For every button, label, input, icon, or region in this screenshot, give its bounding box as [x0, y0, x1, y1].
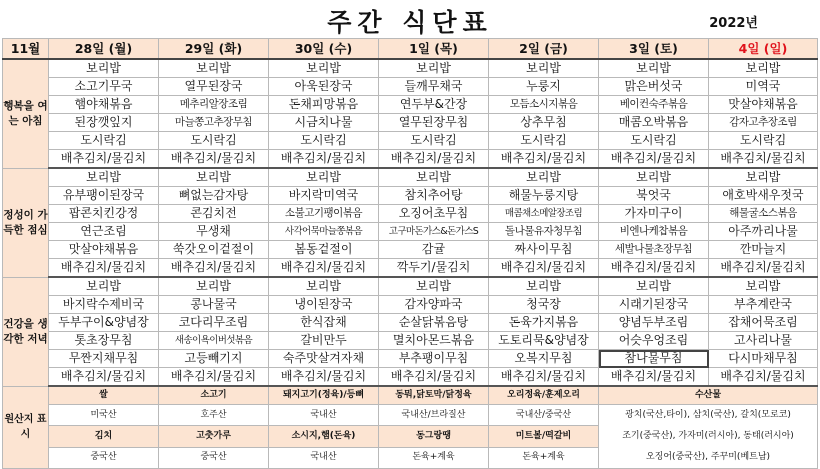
menu-cell: 순살닭볶음탕 [379, 314, 489, 332]
menu-cell: 보리밥 [599, 59, 709, 78]
menu-cell: 봄동겉절이 [269, 241, 379, 259]
menu-cell: 보리밥 [489, 277, 599, 296]
seafood-label: 수산물 [599, 386, 818, 405]
menu-cell: 숙주맛살겨자채 [269, 350, 379, 368]
menu-cell: 배추김치/물김치 [49, 259, 159, 278]
menu-cell: 미역국 [709, 78, 818, 96]
origin-value: 돈육+계육 [379, 447, 489, 468]
menu-cell: 짜사이무침 [489, 241, 599, 259]
menu-row [3, 241, 818, 259]
menu-cell: 보리밥 [49, 59, 159, 78]
menu-cell: 멸치아몬드볶음 [379, 332, 489, 350]
menu-cell: 배추김치/물김치 [489, 259, 599, 278]
origin-value: 호주산 [159, 405, 269, 426]
menu-cell: 도시락김 [599, 132, 709, 150]
menu-cell: 오복지무침 [489, 350, 599, 368]
menu-cell: 시금치나물 [269, 114, 379, 132]
menu-cell: 무생채 [159, 223, 269, 241]
menu-cell: 보리밥 [709, 59, 818, 78]
menu-cell: 갈비만두 [269, 332, 379, 350]
menu-cell: 비엔나케찹볶음 [599, 223, 709, 241]
menu-cell: 배추김치/물김치 [489, 150, 599, 169]
origin-item: 돼지고기(정육)/등뼈 [269, 386, 379, 405]
menu-cell: 뼈없는감자탕 [159, 187, 269, 205]
menu-cell: 보리밥 [269, 277, 379, 296]
menu-cell: 상추무침 [489, 114, 599, 132]
seafood-line: 오징어(중국산), 주꾸미(베트남) [645, 452, 771, 462]
menu-cell: 냉이된장국 [269, 296, 379, 314]
origin-value: 중국산 [159, 447, 269, 468]
origin-item: 소고기 [159, 386, 269, 405]
menu-cell: 한식잡채 [269, 314, 379, 332]
menu-row [3, 96, 818, 114]
menu-table [2, 38, 818, 469]
year-label: 2022년 [709, 16, 758, 31]
day-header: 2일 (금) [489, 39, 599, 60]
menu-cell: 도시락김 [709, 132, 818, 150]
menu-cell: 배추김치/물김치 [269, 150, 379, 169]
header-row [3, 39, 818, 60]
menu-row [3, 314, 818, 332]
menu-cell: 세발나물초장무침 [599, 241, 709, 259]
menu-cell: 소불고기팽이볶음 [269, 205, 379, 223]
title-bar [0, 0, 820, 38]
menu-row [3, 368, 818, 387]
menu-cell: 열무된장국 [159, 78, 269, 96]
menu-row [3, 277, 818, 296]
seafood-origins [599, 405, 818, 469]
menu-row [3, 296, 818, 314]
menu-cell: 배추김치/물김치 [159, 259, 269, 278]
menu-cell: 고사리나물 [709, 332, 818, 350]
menu-cell: 해물굴소스볶음 [709, 205, 818, 223]
menu-cell: 배추김치/물김치 [379, 150, 489, 169]
menu-cell: 연두부&간장 [379, 96, 489, 114]
menu-cell: 해물누룽지탕 [489, 187, 599, 205]
origin-item: 소시지,햄(돈육) [269, 426, 379, 447]
menu-cell: 유부팽이된장국 [49, 187, 159, 205]
origin-row [3, 386, 818, 405]
menu-cell: 청국장 [489, 296, 599, 314]
menu-cell: 보리밥 [599, 168, 709, 187]
menu-cell: 다시마채무침 [709, 350, 818, 368]
menu-cell: 감자양파국 [379, 296, 489, 314]
menu-cell: 햄야채볶음 [49, 96, 159, 114]
menu-cell: 배추김치/물김치 [159, 150, 269, 169]
menu-cell: 배추김치/물김치 [159, 368, 269, 387]
menu-cell: 팝콘치킨강정 [49, 205, 159, 223]
menu-cell: 고구마돈가스&돈가스S [379, 223, 489, 241]
origin-value: 중국산 [49, 447, 159, 468]
menu-cell: 북엇국 [599, 187, 709, 205]
menu-cell: 보리밥 [159, 277, 269, 296]
day-header: 30일 (수) [269, 39, 379, 60]
menu-cell: 열무된장무침 [379, 114, 489, 132]
menu-cell: 배추김치/물김치 [599, 368, 709, 387]
menu-cell: 배추김치/물김치 [599, 259, 709, 278]
menu-cell: 보리밥 [269, 59, 379, 78]
menu-cell: 양념두부조림 [599, 314, 709, 332]
origin-item: 미트볼/떡갈비 [489, 426, 599, 447]
menu-row [3, 150, 818, 169]
menu-cell: 감자고추장조림 [709, 114, 818, 132]
menu-row [3, 132, 818, 150]
menu-cell: 도토리묵&양념장 [489, 332, 599, 350]
day-header: 1일 (목) [379, 39, 489, 60]
menu-cell-selected[interactable]: 참나물무침 [599, 350, 709, 368]
menu-cell: 시래기된장국 [599, 296, 709, 314]
meal-label-lunch: 정성이 가득한 점심 [3, 168, 49, 277]
menu-cell: 도시락김 [379, 132, 489, 150]
menu-cell: 맛살야채볶음 [49, 241, 159, 259]
menu-cell: 도시락김 [269, 132, 379, 150]
menu-cell: 가자미구이 [599, 205, 709, 223]
menu-cell: 매콤오박볶음 [599, 114, 709, 132]
menu-cell: 보리밥 [489, 168, 599, 187]
menu-cell: 마늘쫑고추장무침 [159, 114, 269, 132]
menu-row [3, 168, 818, 187]
menu-cell: 들깨무채국 [379, 78, 489, 96]
menu-cell: 보리밥 [269, 168, 379, 187]
menu-cell: 바지락수제비국 [49, 296, 159, 314]
seafood-line: 광치(국산,타이), 삼치(국산), 갈치(모로코) [625, 410, 791, 420]
menu-cell: 콘김치전 [159, 205, 269, 223]
day-header-sunday: 4일 (일) [709, 39, 818, 60]
menu-cell: 보리밥 [49, 277, 159, 296]
origin-item: 고춧가루 [159, 426, 269, 447]
menu-cell: 메추리알장조림 [159, 96, 269, 114]
menu-cell: 무짠지채무침 [49, 350, 159, 368]
origin-value: 국내산 [269, 447, 379, 468]
origin-item: 김치 [49, 426, 159, 447]
menu-cell: 소고기무국 [49, 78, 159, 96]
origin-value: 돈육+계육 [489, 447, 599, 468]
menu-cell: 배추김치/물김치 [49, 150, 159, 169]
menu-cell: 돌나물유자청무침 [489, 223, 599, 241]
menu-row [3, 114, 818, 132]
menu-cell: 고등빼기지 [159, 350, 269, 368]
menu-row [3, 187, 818, 205]
origin-value: 국내산 [269, 405, 379, 426]
origin-value: 미국산 [49, 405, 159, 426]
menu-cell: 쑥갓오이겉절이 [159, 241, 269, 259]
menu-cell: 배추김치/물김치 [49, 368, 159, 387]
menu-cell: 맛살야채볶음 [709, 96, 818, 114]
menu-cell: 콩나물국 [159, 296, 269, 314]
menu-cell: 사각어묵마늘쫑볶음 [269, 223, 379, 241]
menu-cell: 어슷우엉조림 [599, 332, 709, 350]
menu-cell: 베이컨숙주볶음 [599, 96, 709, 114]
menu-cell: 돈육가지볶음 [489, 314, 599, 332]
menu-cell: 잡채어묵조림 [709, 314, 818, 332]
menu-row [3, 78, 818, 96]
page-title: 주간 식단표 [327, 8, 493, 37]
seafood-line: 조기(중국산), 가자미(러시아), 동태(러시아) [622, 431, 794, 441]
menu-cell: 애호박새우젓국 [709, 187, 818, 205]
menu-cell: 깐마늘지 [709, 241, 818, 259]
menu-cell: 도시락김 [159, 132, 269, 150]
menu-cell: 오징어초무침 [379, 205, 489, 223]
menu-cell: 배추김치/물김치 [489, 368, 599, 387]
menu-cell: 배추김치/물김치 [379, 368, 489, 387]
menu-cell: 보리밥 [159, 59, 269, 78]
menu-cell: 아욱된장국 [269, 78, 379, 96]
day-header: 29일 (화) [159, 39, 269, 60]
menu-cell: 보리밥 [379, 277, 489, 296]
meal-label-breakfast: 행복을 여는 아침 [3, 59, 49, 168]
origin-value: 국내산/브라질산 [379, 405, 489, 426]
menu-cell: 새송이욕이버섯볶음 [159, 332, 269, 350]
menu-cell: 감귤 [379, 241, 489, 259]
menu-cell: 아주까리나물 [709, 223, 818, 241]
day-header: 28일 (월) [49, 39, 159, 60]
menu-cell: 연근조림 [49, 223, 159, 241]
menu-cell: 바지락미역국 [269, 187, 379, 205]
menu-cell: 참치추어탕 [379, 187, 489, 205]
menu-row [3, 332, 818, 350]
origin-row [3, 405, 818, 426]
origin-item: 동뭐,닭토막/닭정육 [379, 386, 489, 405]
menu-cell: 누룽지 [489, 78, 599, 96]
menu-cell: 배추김치/물김치 [709, 259, 818, 278]
origin-value: 국내산/중국산 [489, 405, 599, 426]
origin-item: 쌀 [49, 386, 159, 405]
month-cell: 11월 [3, 39, 49, 60]
menu-cell: 도시락김 [49, 132, 159, 150]
menu-row [3, 205, 818, 223]
menu-cell: 부추계란국 [709, 296, 818, 314]
meal-label-dinner: 건강을 생각한 저녁 [3, 277, 49, 386]
menu-row [3, 59, 818, 78]
menu-cell: 배추김치/물김치 [709, 150, 818, 169]
menu-cell: 배추김치/물김치 [709, 368, 818, 387]
menu-cell: 보리밥 [709, 168, 818, 187]
menu-cell: 맑은버섯국 [599, 78, 709, 96]
menu-cell: 배추김치/물김치 [269, 368, 379, 387]
menu-row [3, 259, 818, 278]
menu-cell: 돈채피망볶음 [269, 96, 379, 114]
origin-item: 동그랑땡 [379, 426, 489, 447]
menu-cell: 보리밥 [489, 59, 599, 78]
menu-cell: 도시락김 [489, 132, 599, 150]
origin-item: 오리정육/훈제오리 [489, 386, 599, 405]
menu-cell: 보리밥 [709, 277, 818, 296]
menu-cell: 배추김치/물김치 [269, 259, 379, 278]
menu-row [3, 223, 818, 241]
menu-cell: 배추김치/물김치 [599, 150, 709, 169]
menu-cell: 된장깻잎지 [49, 114, 159, 132]
origin-label: 원산지 표시 [3, 386, 49, 469]
menu-cell: 보리밥 [379, 168, 489, 187]
day-header: 3일 (토) [599, 39, 709, 60]
menu-row [3, 350, 818, 368]
menu-cell: 보리밥 [159, 168, 269, 187]
menu-cell: 보리밥 [599, 277, 709, 296]
menu-cell: 코다리무조림 [159, 314, 269, 332]
menu-cell: 보리밥 [379, 59, 489, 78]
menu-cell: 깍두기/물김치 [379, 259, 489, 278]
menu-cell: 부추팽이무침 [379, 350, 489, 368]
menu-cell: 두부구이&양념장 [49, 314, 159, 332]
menu-cell: 톳초장무침 [49, 332, 159, 350]
menu-cell: 매콤채소메알장조림 [489, 205, 599, 223]
menu-cell: 보리밥 [49, 168, 159, 187]
menu-cell: 모듬소시지볶음 [489, 96, 599, 114]
